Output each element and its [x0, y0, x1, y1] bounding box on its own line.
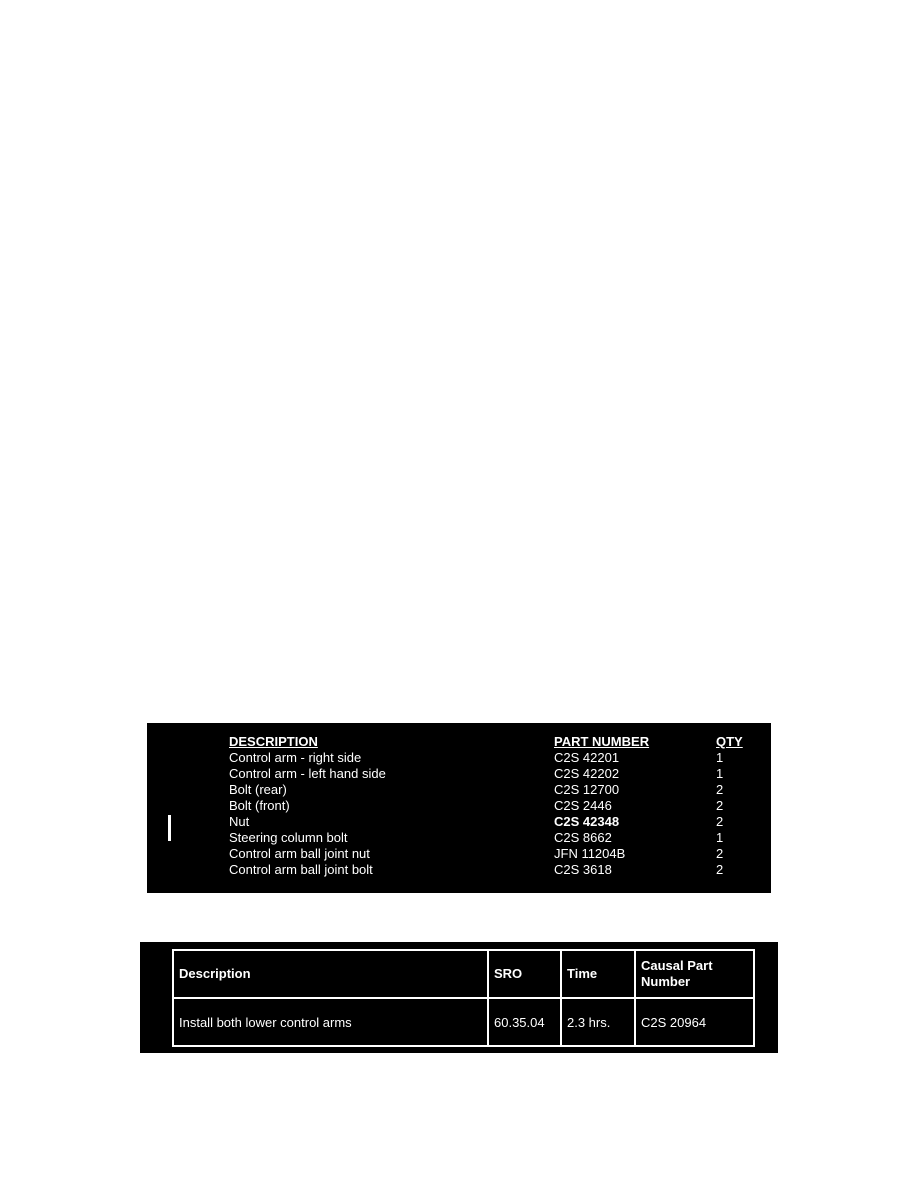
- part-number: C2S 3618: [554, 862, 612, 877]
- table-row: [229, 750, 756, 766]
- part-qty: 1: [716, 830, 724, 845]
- part-qty: 2: [716, 862, 724, 877]
- parts-header-part-number: PART NUMBER: [554, 734, 650, 749]
- labor-panel: [140, 942, 778, 1053]
- table-row: [173, 998, 754, 1046]
- labor-description: Install both lower control arms: [173, 998, 488, 1046]
- part-qty: 1: [716, 766, 724, 781]
- labor-causal-part-number: C2S 20964: [635, 998, 754, 1046]
- parts-table: [229, 734, 756, 878]
- part-number: C2S 42201: [554, 750, 620, 765]
- table-row: [229, 846, 756, 862]
- part-description: Bolt (rear): [229, 782, 287, 797]
- part-qty: 1: [716, 750, 724, 765]
- labor-header-row: [173, 950, 754, 998]
- part-number: C2S 42202: [554, 766, 620, 781]
- labor-header-description: Description: [173, 950, 488, 998]
- table-row: [229, 814, 756, 830]
- part-qty: 2: [716, 814, 724, 829]
- parts-list-panel: [147, 723, 771, 893]
- labor-header-causal-part-number: Causal Part Number: [635, 950, 754, 998]
- part-number: JFN 11204B: [554, 846, 626, 861]
- part-description: Control arm ball joint nut: [229, 846, 370, 861]
- table-row: [229, 830, 756, 846]
- part-qty: 2: [716, 798, 724, 813]
- part-number: C2S 8662: [554, 830, 612, 845]
- revision-change-bar: [168, 815, 171, 841]
- part-description: Control arm - right side: [229, 750, 362, 765]
- labor-header-sro: SRO: [488, 950, 561, 998]
- parts-header-row: [229, 734, 756, 750]
- parts-header-description: DESCRIPTION: [229, 734, 318, 749]
- parts-header-qty: QTY: [716, 734, 743, 749]
- table-row: [229, 766, 756, 782]
- table-row: [229, 798, 756, 814]
- part-qty: 2: [716, 782, 724, 797]
- labor-header-time: Time: [561, 950, 635, 998]
- table-row: [229, 862, 756, 878]
- part-number: C2S 12700: [554, 782, 620, 797]
- table-row: [229, 782, 756, 798]
- part-qty: 2: [716, 846, 724, 861]
- part-description: Control arm ball joint bolt: [229, 862, 373, 877]
- labor-sro: 60.35.04: [488, 998, 561, 1046]
- part-description: Bolt (front): [229, 798, 290, 813]
- labor-table: [172, 949, 755, 1047]
- part-number: C2S 2446: [554, 798, 612, 813]
- part-number: C2S 42348: [554, 814, 620, 829]
- labor-time: 2.3 hrs.: [561, 998, 635, 1046]
- part-description: Nut: [229, 814, 250, 829]
- part-description: Control arm - left hand side: [229, 766, 386, 781]
- part-description: Steering column bolt: [229, 830, 348, 845]
